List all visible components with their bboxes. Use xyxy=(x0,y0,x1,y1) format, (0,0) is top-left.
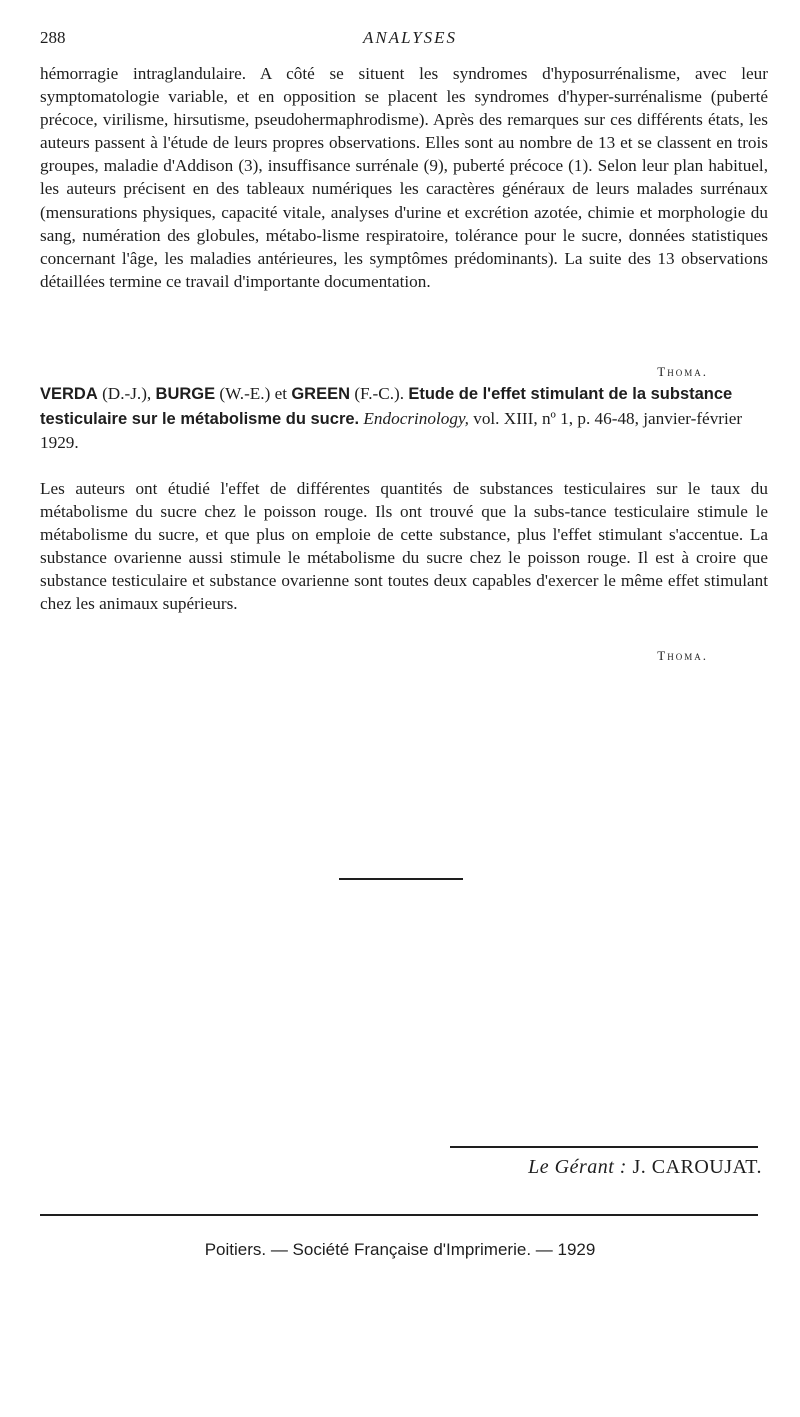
gerant-line xyxy=(528,1156,762,1179)
author-verda: VERDA xyxy=(40,385,98,403)
footer-rule xyxy=(40,1214,758,1216)
article-heading xyxy=(40,382,768,455)
paragraph-2-text: Les auteurs ont étudié l'effet de différentes quantités de substances testiculaires sur le taux du métabolisme du sucre chez le poisson rouge. Ils ont trouvé que la subs-tance testiculaire stimule le métabolisme du sucre, et que plus on emploie de cette substance, plus l'effet stimulant s'accentue. La substance ovarienne aussi stimule le métabolisme du sucre chez le poisson rouge. Il est à croire que substance testiculaire et substance ovarienne sont toutes deux capables d'exercer le même effet stimulant chez les animaux supérieurs. xyxy=(40,479,768,614)
page-header xyxy=(40,28,780,54)
running-title: ANALYSES xyxy=(362,28,458,47)
author-verda-initials: (D.-J.), xyxy=(102,384,156,403)
printer-imprint: Poitiers. — Société Française d'Imprimerie. — 1929 xyxy=(204,1240,596,1259)
author-green-initials: (F.-C.). xyxy=(350,384,409,403)
abstract-paragraph-1 xyxy=(40,62,768,293)
page-number: 288 xyxy=(40,28,66,47)
paragraph-1-text: hémorragie intraglandulaire. A côté se situent les syndromes d'hyposurrénalisme, avec leur symptomatologie variable, et en opposition se placent les syndromes d'hyper-surrénalisme (puberté précoce, virilisme, hirsutisme, pseudohermaphrodisme). Après des remarques sur ces différents états, les auteurs passent à l'étude de leurs propres observations. Elles sont au nombre de 13 et se classent en trois groupes, maladie d'Addison (3), insuffisance surrénale (9), puberté précoce (1). Selon leur plan habituel, les auteurs précisent en des tableaux numériques les caractères généraux de leurs malades surrénaux (mensurations physiques, capacité vitale, analyses d'urine et excrétion azotée, chimie et morphologie du sang, numération des globules, métabo-lisme respiratoire, tolérance pour le sucre, données statistiques concernant l'âge, les maladies antérieures, les symptômes prédominants). La suite des 13 observations détaillées termine ce travail d'importante documentation. xyxy=(40,64,768,291)
gerant-rule xyxy=(450,1146,758,1148)
abstract-paragraph-2 xyxy=(40,477,768,616)
journal-citation: vol. XIII, nº 1, p. 46-48, janvier-février 1929. xyxy=(40,408,743,452)
signature-1: Thoma. xyxy=(657,364,708,379)
gerant-label: Le Gérant : xyxy=(528,1156,627,1178)
author-green: GREEN xyxy=(291,385,351,403)
author-burge: BURGE xyxy=(155,385,216,403)
gerant-name: J. CAROUJAT. xyxy=(632,1156,762,1178)
signature-2: Thoma. xyxy=(657,648,708,663)
journal-name: Endocrinology, xyxy=(363,408,469,428)
article-title: Etude de l'effet stimulant de la substance testiculaire sur le métabolisme du sucre. xyxy=(40,385,733,428)
section-divider xyxy=(339,878,463,880)
author-burge-initials: (W.-E.) et xyxy=(215,384,292,403)
